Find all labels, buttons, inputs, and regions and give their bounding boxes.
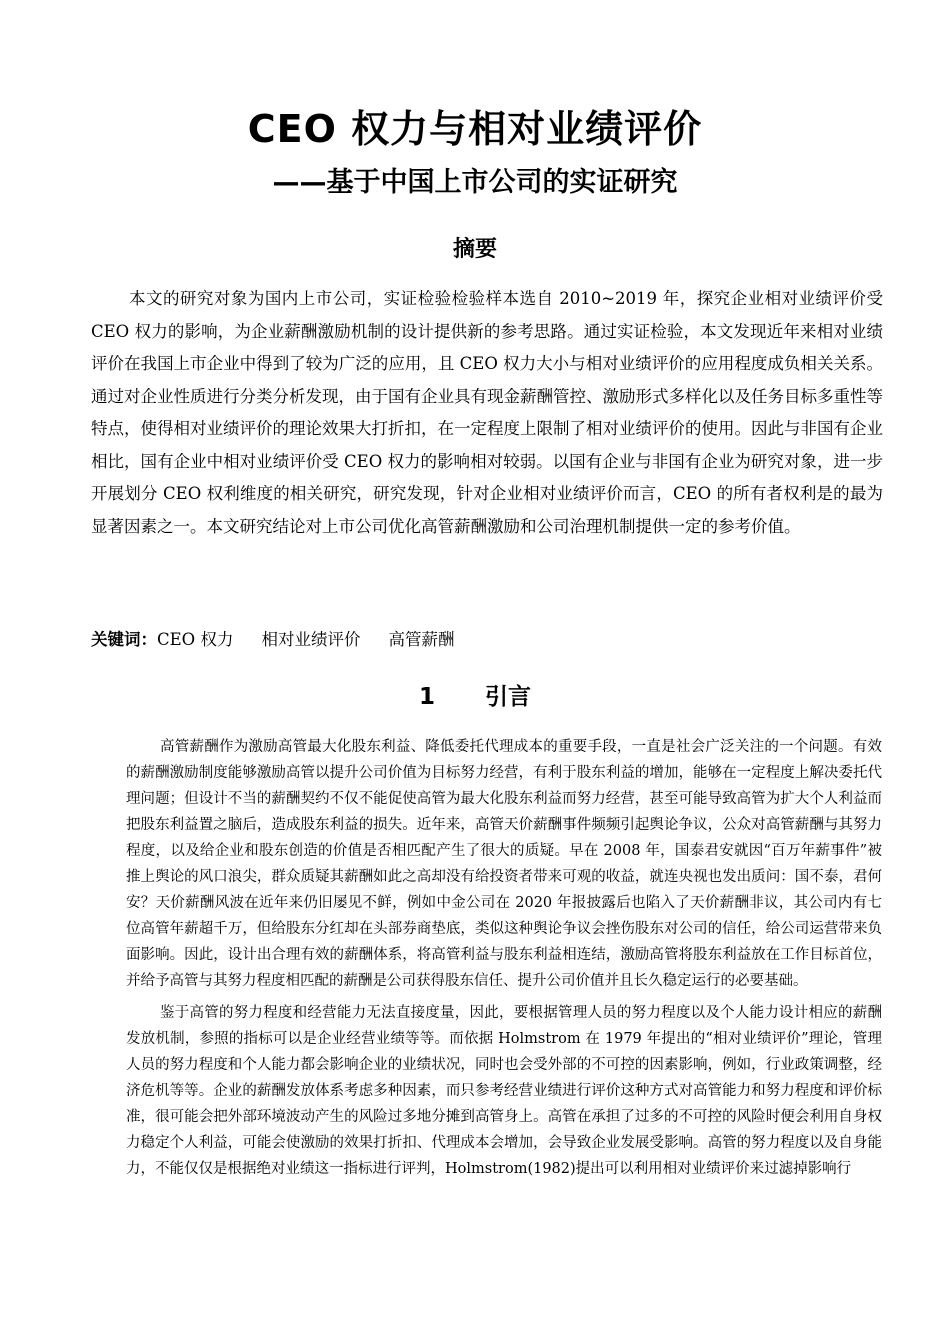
paper-subtitle: ——基于中国上市公司的实证研究 bbox=[272, 167, 678, 198]
body-paragraph: 鉴于高管的努力程度和经营能力无法直接度量，因此，要根据管理人员的努力程度以及个人能力设计相应的薪酬发放机制，参照的指标可以是企业经营业绩等等。而依据 Holmstrom 在 1979 年提出的“相对业绩评价”理论，管理人员的努力程度和个人能力都会影响企业的业绩状况，同时也会受外部的不可控的因素影响，例如，行业政策调整，经济危机等等。企业的薪酬发放体系考虑多种因素，而只参考经营业绩进行评价这种方式对高管能力和努力程度和评价标准，很可能会把外部环境波动产生的风险过多地分摊到高管身上。高管在承担了过多的不可控的风险时便会利用自身权力稳定个人利益，可能会使激励的效果打折扣、代理成本会增加，会导致企业发展受影响。高管的努力程度以及自身能力，不能仅仅是根据绝对业绩这一指标进行评判，Holmstrom(1982)提出可以利用相对业绩评价来过滤掉影响行 bbox=[126, 1005, 882, 1177]
section-title: 引言 bbox=[485, 684, 531, 710]
abstract-body: 本文的研究对象为国内上市公司，实证检验检验样本选自 2010~2019 年，探究企业相对业绩评价受 CEO 权力的影响，为企业薪酬激励机制的设计提供新的参考思路。通过实证检验，本文发现近年来相对业绩评价在我国上市企业中得到了较为广泛的应用，且 CEO 权力大小与相对业绩评价的应用程度成负相关关系。通过对企业性质进行分类分析发现，由于国有企业具有现金薪酬管控、激励形式多样化以及任务目标多重性等特点，使得相对业绩评价的理论效果大打折扣，在一定程度上限制了相对业绩评价的使用。因此与非国有企业相比，国有企业中相对业绩评价受 CEO 权力的影响相对较弱。以国有企业与非国有企业为研究对象，进一步开展划分 CEO 权利维度的相关研究，研究发现，针对企业相对业绩评价而言，CEO 的所有者权利是的最为显著因素之一。本文研究结论对上市公司优化高管薪酬激励和公司治理机制提供一定的参考价值。 bbox=[91, 289, 883, 536]
section-heading-introduction bbox=[0, 678, 950, 716]
keyword-item: 相对业绩评价 bbox=[261, 630, 361, 649]
keyword-item: 高管薪酬 bbox=[388, 630, 455, 649]
introduction-body bbox=[126, 734, 882, 1182]
abstract-heading: 摘要 bbox=[452, 237, 497, 262]
keywords-label: 关键词： bbox=[91, 630, 157, 649]
paper-title: CEO 权力与相对业绩评价 bbox=[247, 107, 703, 151]
keywords-line bbox=[91, 624, 883, 656]
keyword-item: CEO 权力 bbox=[157, 630, 234, 649]
body-paragraph: 高管薪酬作为激励高管最大化股东利益、降低委托代理成本的重要手段，一直是社会广泛关注的一个问题。有效的薪酬激励制度能够激励高管以提升公司价值为目标努力经营，有利于股东利益的增加，能够在一定程度上解决委托代理问题；但设计不当的薪酬契约不仅不能促使高管为最大化股东利益而努力经营，甚至可能导致高管为扩大个人利益而把股东利益置之脑后，造成股东利益的损失。近年来，高管天价薪酬事件频频引起舆论争议，公众对高管薪酬与其努力程度，以及给企业和股东创造的价值是否相匹配产生了很大的质疑。早在 2008 年，国泰君安就因“百万年薪事件”被推上舆论的风口浪尖，群众质疑其薪酬如此之高却没有给投资者带来可观的收益，就连央视也发出质问：国不泰，君何安？天价薪酬风波在近年来仍旧屡见不鲜，例如中金公司在 2020 年报披露后也陷入了天价薪酬非议，其公司内有七位高管年薪超千万，但给股东分红却在头部券商垫底，类似这种舆论争议会挫伤股东对公司的信任，给公司运营带来负面影响。因此，设计出合理有效的薪酬体系，将高管利益与股东利益相连结，激励高管将股东利益放在工作目标首位，并给予高管与其努力程度相匹配的薪酬是公司获得股东信任、提升公司价值并且长久稳定运行的必要基础。 bbox=[126, 739, 882, 989]
section-number: 1 bbox=[418, 684, 435, 710]
